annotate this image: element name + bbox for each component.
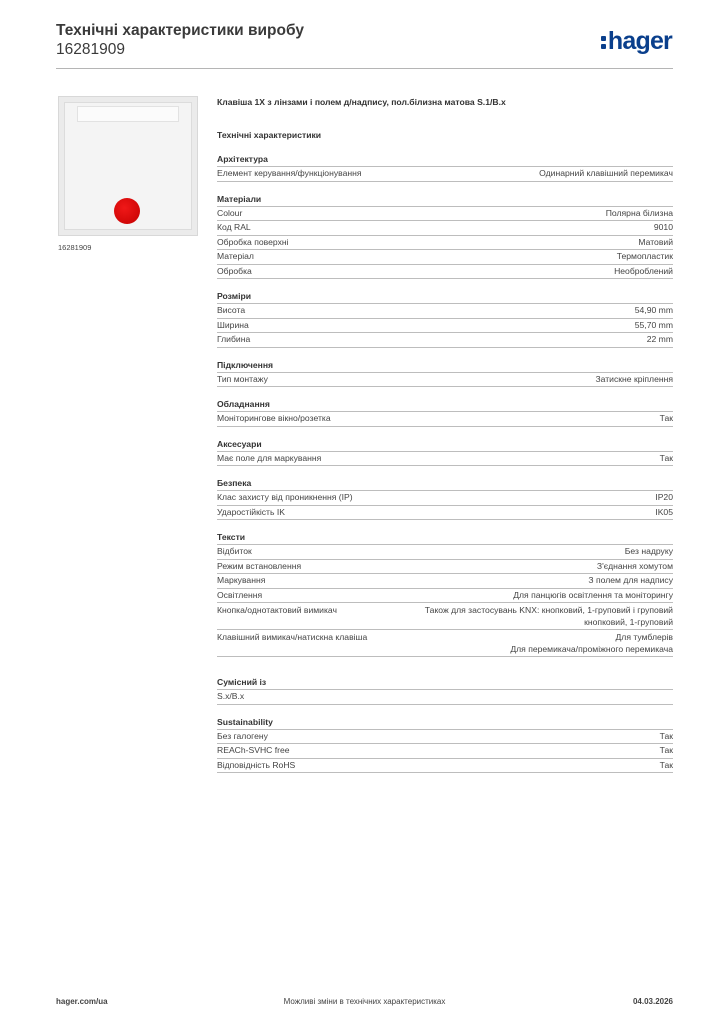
spec-row xyxy=(217,412,673,427)
section-title: Розміри xyxy=(217,290,673,304)
logo-dots-icon xyxy=(601,28,607,54)
spec-value: Для панцюгів освітлення та моніторингу xyxy=(513,589,673,600)
spec-key: Клавішний вимикач/натискна клавіша xyxy=(217,632,368,642)
spec-value: IP20 xyxy=(655,492,673,502)
spec-value: 22 mm xyxy=(646,334,673,344)
spec-section xyxy=(217,477,673,520)
spec-section xyxy=(217,290,673,348)
product-name: Клавіша 1Х з лінзами і полем д/надпису, пол.білизна матова S.1/B.x xyxy=(217,97,506,107)
spec-section xyxy=(217,531,673,657)
spec-value: Для тумблерів Для перемикача/проміжного перемикача xyxy=(510,632,673,654)
spec-value: Термопластик xyxy=(616,251,673,261)
spec-value: Без надруку xyxy=(624,546,673,556)
spec-row xyxy=(217,603,673,630)
spec-row xyxy=(217,589,673,604)
section-title: Sustainability xyxy=(217,716,673,730)
spec-key: REACh-SVHC free xyxy=(217,745,290,755)
spec-key: Висота xyxy=(217,305,246,315)
spec-key: Обробка поверхні xyxy=(217,236,289,247)
spec-key: Відповідність RoHS xyxy=(217,759,296,770)
section-title: Аксесуари xyxy=(217,438,673,452)
spec-key: Обробка xyxy=(217,265,252,276)
footer-disclaimer: Можливі зміни в технічних характеристиках xyxy=(283,997,446,1006)
specifications-panel xyxy=(217,95,673,773)
spec-value: 9010 xyxy=(653,222,673,232)
spec-key: Маркування xyxy=(217,575,266,585)
spec-section xyxy=(217,716,673,774)
spec-row xyxy=(217,167,673,182)
spec-value: Так xyxy=(659,730,673,741)
spec-key: Кнопка/однотактовий вимикач xyxy=(217,605,337,615)
spec-section xyxy=(217,398,673,427)
section-title: Матеріали xyxy=(217,193,673,207)
spec-row xyxy=(217,207,673,222)
spec-row xyxy=(217,690,673,705)
section-title: Архітектура xyxy=(217,153,673,167)
spec-row xyxy=(217,319,673,334)
label-field xyxy=(77,106,179,122)
section-title: Безпека xyxy=(217,477,673,491)
spec-row xyxy=(217,265,673,280)
spec-key: Клас захисту від проникнення (IP) xyxy=(217,492,353,502)
spec-row xyxy=(217,491,673,506)
red-lens-icon xyxy=(114,198,140,224)
spec-key: Тип монтажу xyxy=(217,373,268,384)
spec-value: Затискне кріплення xyxy=(595,373,673,384)
header-divider xyxy=(56,68,673,69)
spec-value: 55,70 mm xyxy=(634,319,673,330)
footer-date: 04.03.2026 xyxy=(632,997,673,1006)
specs-heading: Технічні характеристики xyxy=(217,130,322,140)
spec-key: Код RAL xyxy=(217,222,251,232)
spec-key: Ударостійкість IK xyxy=(217,506,285,517)
section-title: Сумісний із xyxy=(217,676,673,690)
spec-value: Матовий xyxy=(638,236,673,247)
spec-row xyxy=(217,574,673,589)
page-footer xyxy=(56,997,673,1009)
spec-section xyxy=(217,153,673,182)
spec-row xyxy=(217,304,673,319)
spec-value: Полярна білизна xyxy=(605,207,673,218)
spec-row xyxy=(217,560,673,575)
spec-key: Матеріал xyxy=(217,251,254,261)
spec-sections xyxy=(217,153,673,773)
document-header xyxy=(56,21,304,59)
spec-key: Глибина xyxy=(217,334,251,344)
spec-row xyxy=(217,333,673,348)
spec-section xyxy=(217,676,673,705)
spec-key: Має поле для маркування xyxy=(217,452,322,463)
spec-key: Освітлення xyxy=(217,589,263,600)
product-image xyxy=(58,96,198,236)
spec-key: Елемент керування/функціонування xyxy=(217,168,362,178)
spec-row xyxy=(217,545,673,560)
spec-key: Моніторингове вікно/розетка xyxy=(217,413,331,423)
product-code: 16281909 xyxy=(56,41,125,58)
section-title: Підключення xyxy=(217,359,673,373)
spec-key: Без галогену xyxy=(217,730,268,741)
spec-row xyxy=(217,506,673,521)
spec-value: Так xyxy=(659,413,673,423)
spec-value: Одинарний клавішний перемикач xyxy=(539,168,673,178)
image-caption: 16281909 xyxy=(58,243,92,252)
spec-row xyxy=(217,221,673,236)
spec-section xyxy=(217,438,673,467)
hager-logo xyxy=(601,28,672,54)
spec-row xyxy=(217,744,673,759)
spec-key: Режим встановлення xyxy=(217,560,302,571)
document-title: Технічні характеристики виробу xyxy=(56,22,304,39)
spec-row xyxy=(217,373,673,388)
spec-row xyxy=(217,452,673,467)
footer-website-link[interactable]: hager.com/ua xyxy=(56,997,108,1006)
spec-value: Так xyxy=(659,759,673,770)
section-title: Тексти xyxy=(217,531,673,545)
spec-section xyxy=(217,359,673,388)
spec-value: Необроблений xyxy=(614,265,673,276)
section-title: Обладнання xyxy=(217,398,673,412)
spec-value: Так xyxy=(659,452,673,463)
spec-key: Colour xyxy=(217,207,243,218)
spec-row xyxy=(217,730,673,745)
spec-row xyxy=(217,630,673,657)
spec-value: 54,90 mm xyxy=(634,305,673,315)
spec-value: З полем для надпису xyxy=(588,575,673,585)
spec-key: Відбиток xyxy=(217,546,252,556)
spec-value: З'єднання хомутом xyxy=(596,560,673,571)
spec-row xyxy=(217,236,673,251)
spec-key: Ширина xyxy=(217,319,249,330)
spec-value: IK05 xyxy=(655,506,673,517)
spec-row xyxy=(217,250,673,265)
spec-value: Також для застосувань KNX: кнопковий, 1-груповий і груповий кнопковий, 1-груповий xyxy=(424,605,673,627)
logo-text: hager xyxy=(607,27,672,55)
spec-key: S.x/B.x xyxy=(217,691,245,701)
spec-value: Так xyxy=(659,745,673,755)
spec-section xyxy=(217,193,673,280)
spec-row xyxy=(217,759,673,774)
